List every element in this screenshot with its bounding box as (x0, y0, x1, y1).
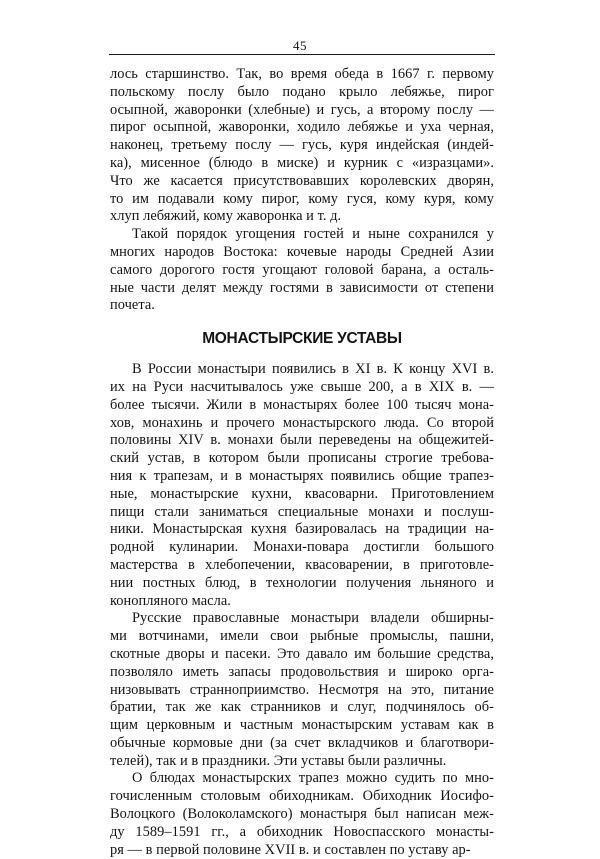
text-line: многих народов Востока: кочевые народы Средней Азии (110, 243, 494, 260)
paragraph (110, 361, 494, 610)
text-line: обычные кормовые дни (за счет вкладчиков и благотвори- (110, 734, 494, 751)
text-line: ния к трапезам, и в монастырях появились общие трапез- (110, 467, 494, 484)
text-line: ка), мисенное (блюдо в миске) и курник с «изразцами». (110, 154, 494, 171)
page-body (110, 66, 494, 859)
paragraph (110, 610, 494, 770)
text-line: ский устав, в котором были прописаны строгие требова- (110, 450, 494, 467)
text-line: гочисленным столовым обиходникам. Обиходник Иосифо- (110, 788, 494, 805)
text-line: самого дорогого гостя угощают головой барана, а осталь- (110, 261, 494, 278)
text-line: мастерства в хлебопечении, квасоварении, в приготовле- (110, 556, 494, 573)
text-line: ные, монастырские кухни, квасоварни. Приготовлением (110, 485, 494, 502)
text-line: ники. Монастырская кухня базировалась на традиции на- (110, 521, 494, 538)
text-line: их на Руси насчитывалось уже свыше 200, а в XIX в. — (110, 378, 494, 395)
paragraph (110, 770, 494, 859)
text-line: польскому послу было подано крыло лебяжье, пирог (110, 83, 494, 100)
text-line: ря — в первой половине XVII в. и составлен по уставу ар- (110, 841, 471, 858)
text-line: Что же касается присутствовавших королевских дворян, (110, 172, 494, 189)
text-line: позволяло иметь запасы продовольствия и широко орга- (110, 663, 494, 680)
text-line: Русские православные монастыри владели обширны- (132, 610, 494, 627)
text-line: более тысячи. Жили в монастырях более 100 тысяч мона- (110, 396, 494, 413)
intro-text (110, 66, 494, 315)
page-number: 45 (293, 38, 307, 53)
text-line: скотные дворы и пасеки. Это давало им большие средства, (110, 645, 494, 662)
text-line: половины XIV в. монахи были переведены на общежитей- (110, 432, 494, 449)
text-line: Волоцкого (Волоколамского) монастыря был написан меж- (110, 806, 494, 823)
text-line: нии постных блюд, в технологии получения льняного и (110, 574, 494, 591)
text-line: то им подавали кому пирог, кому гуся, кому куря, кому (110, 190, 494, 207)
text-line: наконец, третьему послу — гусь, куря индейская (индей- (110, 137, 494, 154)
text-line: пирог осыпной, жаворонки, ходило лебяжье и уха черная, (110, 119, 494, 136)
section-body (110, 361, 494, 859)
text-line: телей), так и в праздники. Эти уставы были различны. (110, 752, 447, 769)
text-line: О блюдах монастырских трапез можно судить по мно- (132, 770, 494, 787)
text-line: В России монастыри появились в XI в. К концу XVI в. (132, 361, 494, 378)
text-line: пищи стали заниматься специальные монахи и послуш- (110, 503, 494, 520)
text-line: братии, так же как странников и слуг, подчинялось об- (110, 699, 494, 716)
text-line: щим церковным и частным монастырским уставам как в (110, 717, 494, 734)
text-line: лось старшинство. Так, во время обеда в 1667 г. первому (110, 66, 494, 82)
paragraph (110, 66, 494, 226)
text-line: родной кулинарии. Монахи-повара достигли большого (110, 539, 494, 556)
text-line: ми вотчинами, имели свои рыбные промыслы, пашни, (110, 628, 494, 645)
text-line: осыпной, жаворонки (хлебные) и гусь, а второму послу — (110, 101, 494, 118)
paragraph (110, 226, 494, 315)
text-line: низовывать странноприимство. Несмотря на это, питание (110, 681, 494, 698)
header-rule (109, 54, 495, 55)
text-line: конопляного масла. (110, 592, 231, 609)
text-line: ду 1589–1591 гг., а обиходник Новоспасского монасты- (110, 823, 494, 840)
section-heading: МОНАСТЫРСКИЕ УСТАВЫ (202, 330, 402, 348)
text-line: хов, монахинь и прочего монастырского люда. Со второй (110, 414, 494, 431)
text-line: Такой порядок угощения гостей и ныне сохранился у (132, 226, 494, 243)
text-line: хлуп лебяжий, кому жаворонка и т. д. (110, 208, 342, 225)
text-line: ные части делят между гостями в зависимости от степени (110, 279, 494, 296)
text-line: почета. (110, 297, 155, 314)
